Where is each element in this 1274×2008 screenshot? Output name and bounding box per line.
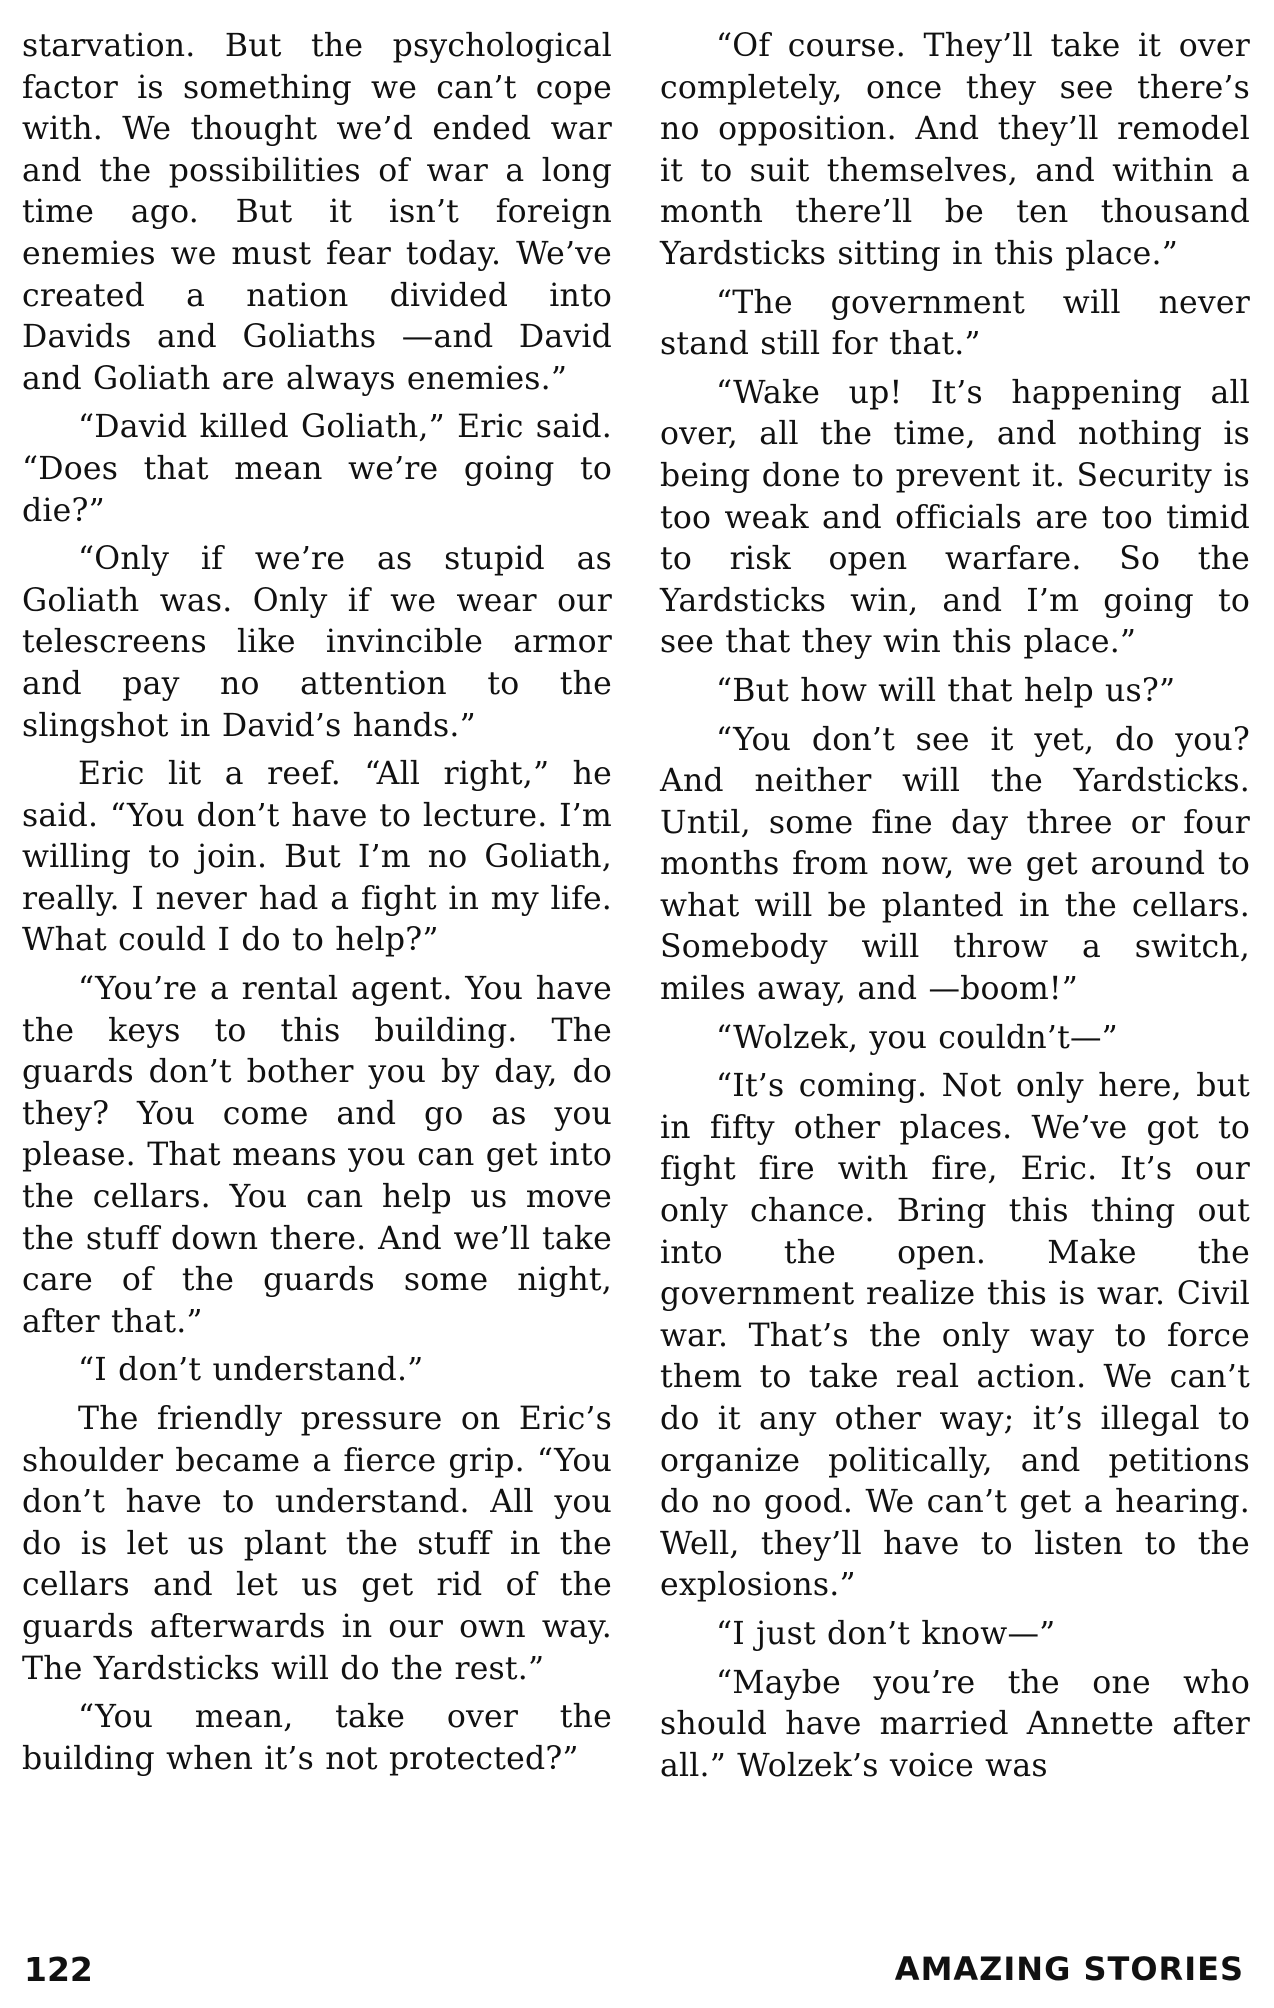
paragraph: starvation. But the psychological factor is something we can’t cope with. We thought we’d ended war and the possibilities of war a long time ago. But it isn’t foreign enemies we must fear today. We’ve created a nation divided into Davids and Goliaths —and David and Goliath are always enemies.” (22, 28, 612, 397)
paragraph: “Of course. They’ll take it over completely, once they see there’s no opposition. And they’ll remodel it to suit themselves, and within a month there’ll be ten thousand Yardsticks sitting in this place.” (660, 28, 1250, 272)
paragraph: “You mean, take over the building when it’s not protected?” (22, 1699, 612, 1777)
right-text-column (660, 26, 1250, 1794)
paragraph: “David killed Goliath,” Eric said. “Does that mean we’re going to die?” (22, 409, 612, 529)
paragraph: “Only if we’re as stupid as Goliath was. Only if we wear our telescreens like invincible armor and pay no attention to the slingshot in David’s hands.” (22, 541, 612, 744)
paragraph: “You don’t see it yet, do you? And neither will the Yardsticks. Until, some fine day three or four months from now, we get around to what will be planted in the cellars. Somebody will throw a switch, miles away, and —boom!” (660, 721, 1250, 1008)
paragraph: “Wake up! It’s happening all over, all the time, and nothing is being done to prevent it. Security is too weak and officials are too timid to risk open warfare. So the Yardsticks win, and I’m going to see that they win this place.” (660, 374, 1250, 661)
running-title: AMAZING STORIES (894, 1950, 1244, 1988)
left-text-column (22, 26, 612, 1787)
paragraph: “The government will never stand still for that.” (660, 284, 1250, 363)
paragraph: “But how will that help us?” (716, 672, 1176, 709)
paragraph: “Maybe you’re the one who should have married Annette after all.” Wolzek’s voice was (660, 1664, 1250, 1784)
paragraph: “I just don’t know—” (716, 1615, 1056, 1652)
page-number: 122 (24, 1950, 93, 1989)
paragraph: “You’re a rental agent. You have the keys to this building. The guards don’t bother you by day, do they? You come and go as you please. That means you can get into the cellars. You can help us move the stuff down there. And we’ll take care of the guards some night, after that.” (22, 971, 612, 1340)
paragraph: “Wolzek, you couldn’t—” (716, 1019, 1118, 1056)
paragraph: Eric lit a reef. “All right,” he said. “You don’t have to lecture. I’m willing to join. But I’m no Goliath, really. I never had a fight in my life. What could I do to help?” (22, 756, 612, 959)
paragraph: The friendly pressure on Eric’s shoulder became a fierce grip. “You don’t have to understand. All you do is let us plant the stuff in the cellars and let us get rid of the guards afterwards in our own way. The Yardsticks will do the rest.” (22, 1401, 612, 1687)
paragraph: “I don’t understand.” (78, 1352, 424, 1389)
paragraph: “It’s coming. Not only here, but in fifty other places. We’ve got to fight fire with fire, Eric. It’s our only chance. Bring this thing out into the open. Make the government realize this is war. Civil war. That’s the only way to force them to take real action. We can’t do it any other way; it’s illegal to organize politically, and petitions do no good. We can’t get a hearing. Well, they’ll have to listen to the explosions.” (660, 1068, 1250, 1604)
